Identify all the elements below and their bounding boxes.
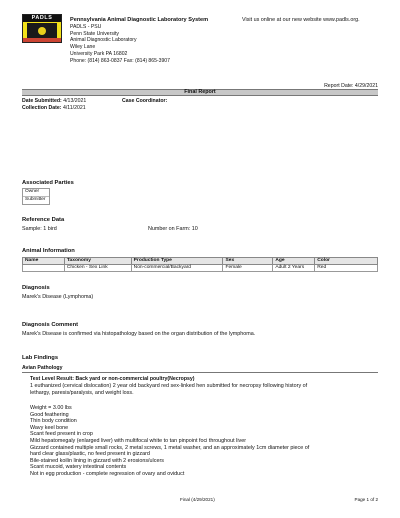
collection-date [22, 105, 86, 112]
date-submitted [22, 98, 86, 105]
report-date: Report Date: 4/29/2021 [324, 83, 378, 89]
finding-line: hard clear glass/plastic, no feed present in gizzard [30, 451, 150, 458]
animal-table [22, 257, 378, 272]
address-line: PADLS - PSU [70, 23, 102, 30]
number-on-farm: Number on Farm: 10 [148, 226, 198, 232]
finding-line: Thin body condition [30, 418, 77, 425]
lab-address-block [70, 17, 220, 65]
address-line: Wiley Lane [70, 44, 96, 51]
table-cell: Red [315, 265, 378, 272]
lab-findings-heading: Lab Findings [22, 355, 59, 361]
party-submitter: Submitter [23, 196, 49, 204]
address-line: Penn State University [70, 30, 119, 37]
table-cell: Chicken - Sex Link [64, 265, 131, 272]
column-header: Taxonomy [64, 258, 131, 265]
column-header: Color [315, 258, 378, 265]
diagnosis-text: Marek's Disease (Lymphoma) [22, 294, 94, 300]
associated-parties-heading: Associated Parties [22, 180, 74, 186]
finding-line: Scant feed present in crop [30, 431, 93, 438]
finding-line: Mild hepatomegaly (enlarged liver) with multifocal white to tan pinpoint foci throughout liver [30, 437, 247, 444]
diagnosis-heading: Diagnosis [22, 285, 50, 291]
finding-line: Good feathering [30, 411, 69, 418]
history-line: lethargy, paresis/paralysis, and weight loss. [30, 389, 134, 396]
finding-line: Bile-stained koilin lining in gizzard with 2 erosions/ulcers [30, 457, 164, 464]
lab-name: Pennsylvania Animal Diagnostic Laboratory System [70, 17, 209, 23]
logo-text: PADLS [23, 15, 61, 22]
final-report-banner [22, 89, 378, 96]
collection-date-label: Collection Date: [22, 105, 62, 111]
address-line: Animal Diagnostic Laboratory [70, 37, 137, 44]
case-coordinator-label: Case Coordinator: [122, 98, 168, 104]
finding-line: Weight = 3.00 lbs [30, 405, 72, 411]
finding-line: Not in egg production - complete regression of ovary and oviduct [30, 470, 185, 477]
page-number: Page 1 of 2 [354, 497, 378, 502]
table-header-row [23, 258, 378, 265]
date-submitted-label: Date Submitted: [22, 98, 62, 104]
table-cell: Non-commercial/Backyard [131, 265, 223, 272]
history-line: 1 euthanized (cervical dislocation) 2 year old backyard red sex-linked hen submitted for necropsy following history of [30, 383, 308, 389]
finding-line: Gizzard contained multiple small rocks, 2 metal screws, 1 metal washer, and an approximately 1cm diameter piece of [30, 444, 310, 451]
diagnosis-comment-text: Marek's Disease is confirmed via histopathology based on the organ distribution of the lymphoma. [22, 331, 256, 337]
address-line: University Park PA 16802 [70, 50, 128, 57]
necropsy-findings [30, 405, 370, 478]
diagnosis-comment-heading: Diagnosis Comment [22, 322, 79, 328]
logo-footer-band [23, 38, 61, 42]
footer-status: Final (4/29/2021) [180, 497, 215, 502]
website-notice: Visit us online at our new website www.padls.org. [242, 17, 360, 23]
finding-line: Wavy keel bone [30, 424, 69, 431]
lab-findings-subtitle: Avian Pathology [22, 365, 63, 371]
table-cell: Adult 2 Years [273, 265, 315, 272]
sample-count: Sample: 1 bird [22, 226, 57, 232]
associated-parties-list [22, 188, 50, 205]
collection-date-value: 4/11/2021 [62, 105, 86, 111]
phone-fax: Phone: (814) 863-0837 Fax: (814) 865-3907 [70, 57, 170, 64]
party-owner: Owner [25, 189, 40, 194]
animal-information-heading: Animal Information [22, 248, 75, 254]
table-row [23, 265, 378, 272]
column-header: Production Type [131, 258, 223, 265]
test-level-result: Test Level Result: Back yard or non-commercial poultry(Necropsy) [30, 376, 195, 382]
final-report-title: Final Report [184, 89, 216, 95]
reference-data-heading: Reference Data [22, 217, 65, 223]
date-submitted-value: 4/13/2021 [63, 98, 87, 104]
column-header: Name [23, 258, 65, 265]
case-history [30, 383, 370, 396]
padls-logo [22, 14, 62, 43]
table-cell [23, 265, 65, 272]
column-header: Age [273, 258, 315, 265]
column-header: Sex [223, 258, 273, 265]
finding-line: Scant mucoid, watery intestinal contents [30, 464, 127, 471]
table-cell: Female [223, 265, 273, 272]
logo-emblem [27, 23, 57, 39]
divider [22, 372, 378, 373]
